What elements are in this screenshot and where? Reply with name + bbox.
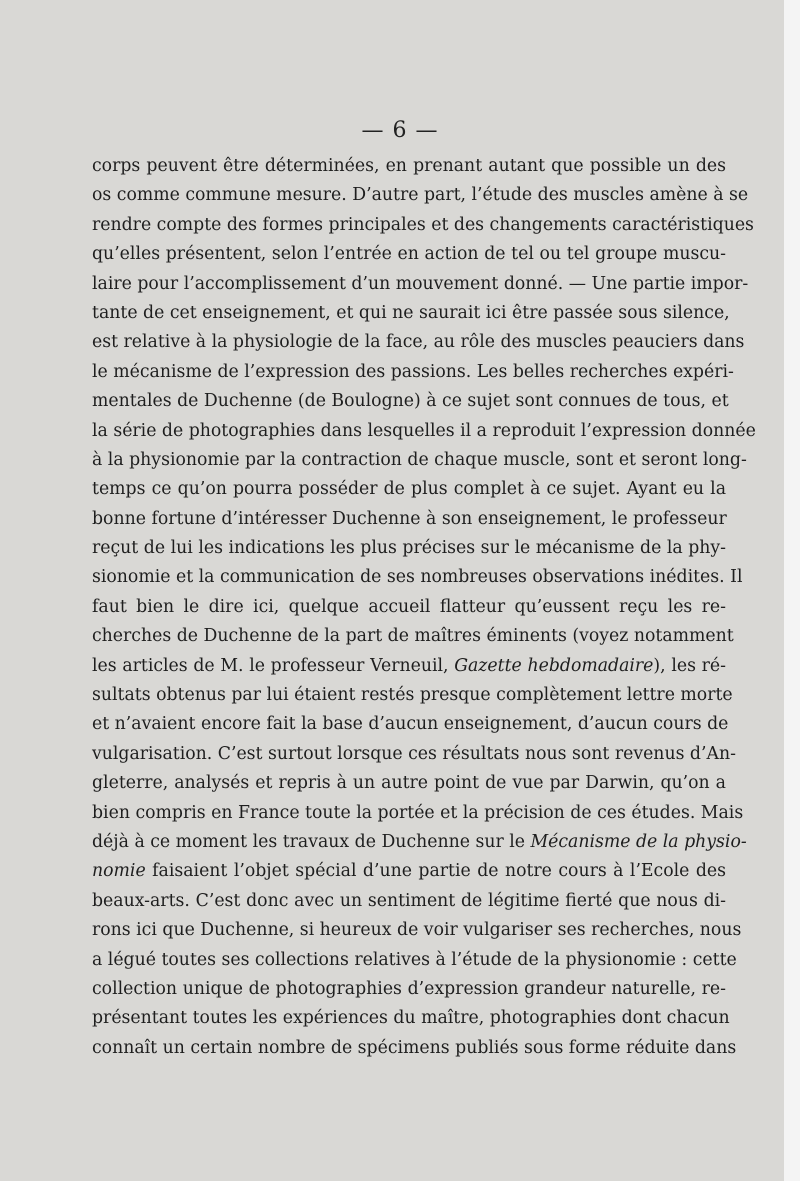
text-line	[92, 916, 742, 945]
text-segment: beaux-arts. C’est donc avec un sentiment de légitime fierté que nous di-	[92, 890, 726, 911]
text-segment: temps ce qu’on pourra posséder de plus complet à ce sujet. Ayant eu la	[92, 479, 726, 500]
text-segment: laire pour l’accomplissement d’un mouvement donné. — Une partie impor-	[92, 273, 749, 294]
text-segment: corps peuvent être déterminées, en prenant autant que possible un des	[92, 156, 726, 176]
text-line	[92, 681, 733, 710]
text-segment: rons ici que Duchenne, si heureux de voir vulgariser ses recherches, nous	[92, 920, 742, 941]
text-segment: vulgarisation. C’est surtout lorsque ces résultats nous sont revenus d’An-	[92, 743, 736, 764]
text-segment: ), les ré-	[653, 655, 727, 676]
text-segment: rendre compte des formes principales et des changements caractéristiques	[92, 214, 754, 235]
text-segment: collection unique de photographies d’expression grandeur naturelle, re-	[92, 978, 726, 999]
text-segment: bonne fortune d’intéresser Duchenne à son enseignement, le professeur	[92, 508, 727, 529]
text-line	[92, 152, 726, 181]
text-segment: sultats obtenus par lui étaient restés presque complètement lettre morte	[92, 685, 733, 706]
italic-text: nomie	[92, 861, 146, 882]
text-segment: le mécanisme de l’expression des passions. Les belles recherches expéri-	[92, 361, 734, 382]
text-line	[92, 887, 726, 916]
text-line	[92, 622, 734, 651]
text-line	[92, 563, 743, 592]
text-segment: a légué toutes ses collections relatives à l’étude de la physionomie : cette	[92, 949, 737, 970]
text-line	[92, 240, 726, 269]
text-line	[92, 446, 747, 475]
text-segment: à la physionomie par la contraction de chaque muscle, sont et seront long-	[92, 449, 747, 470]
text-line	[92, 769, 726, 798]
text-line	[92, 534, 726, 563]
italic-text: Mécanisme de la physio-	[530, 831, 747, 852]
text-segment: faut bien le dire ici, quelque accueil flatteur qu’eussent reçu les re-	[92, 596, 726, 617]
text-segment: connaît un certain nombre de spécimens publiés sous forme réduite dans	[92, 1037, 737, 1058]
text-segment: bien compris en France toute la portée et la précision de ces études. Mais	[92, 802, 744, 823]
text-segment: os comme commune mesure. D’autre part, l’étude des muscles amène à se	[92, 185, 749, 206]
text-segment: cherches de Duchenne de la part de maîtres éminents (voyez notamment	[92, 626, 734, 647]
text-segment: et n’avaient encore fait la base d’aucun enseignement, d’aucun cours de	[92, 714, 729, 735]
text-line	[92, 1034, 737, 1063]
text-line	[92, 270, 749, 299]
text-line	[92, 593, 726, 622]
text-segment: qu’elles présentent, selon l’entrée en action de tel ou tel groupe muscu-	[92, 244, 726, 265]
text-line	[92, 975, 726, 1004]
text-segment: la série de photographies dans lesquelles il a reproduit l’expression donnée	[92, 420, 756, 441]
text-line	[92, 358, 734, 387]
text-line	[92, 387, 729, 416]
text-line	[92, 740, 736, 769]
text-line	[92, 417, 756, 446]
text-segment: les articles de M. le professeur Verneuil,	[92, 655, 455, 676]
text-segment: mentales de Duchenne (de Boulogne) à ce sujet sont connues de tous, et	[92, 391, 729, 412]
text-line	[92, 299, 730, 328]
text-line	[92, 475, 726, 504]
text-segment: présentant toutes les expériences du maître, photographies dont chacun	[92, 1008, 730, 1029]
text-line	[92, 828, 747, 857]
text-line	[92, 328, 745, 357]
body-text	[92, 152, 756, 1063]
text-line	[92, 857, 726, 886]
text-line	[92, 505, 726, 534]
page-edge	[784, 0, 800, 1181]
text-line	[92, 652, 726, 681]
text-line	[92, 946, 737, 975]
italic-text: Gazette hebdomadaire	[454, 655, 654, 676]
text-segment: faisaient l’objet spécial d’une partie de notre cours à l’Ecole des	[145, 861, 726, 882]
text-segment: est relative à la physiologie de la face, au rôle des muscles peauciers dans	[92, 332, 745, 353]
text-segment: sionomie et la communication de ses nombreuses observations inédites. Il	[92, 567, 743, 588]
text-line	[92, 710, 729, 739]
text-line	[92, 1004, 730, 1033]
text-segment: tante de cet enseignement, et qui ne saurait ici être passée sous silence,	[92, 302, 730, 323]
text-line	[92, 181, 749, 210]
text-line	[92, 799, 744, 828]
text-segment: gleterre, analysés et repris à un autre point de vue par Darwin, qu’on a	[92, 773, 726, 794]
text-segment: reçut de lui les indications les plus précises sur le mécanisme de la phy-	[92, 538, 726, 559]
text-line	[92, 211, 754, 240]
page-number: — 6 —	[361, 118, 439, 143]
text-segment: déjà à ce moment les travaux de Duchenne sur le	[92, 831, 531, 852]
